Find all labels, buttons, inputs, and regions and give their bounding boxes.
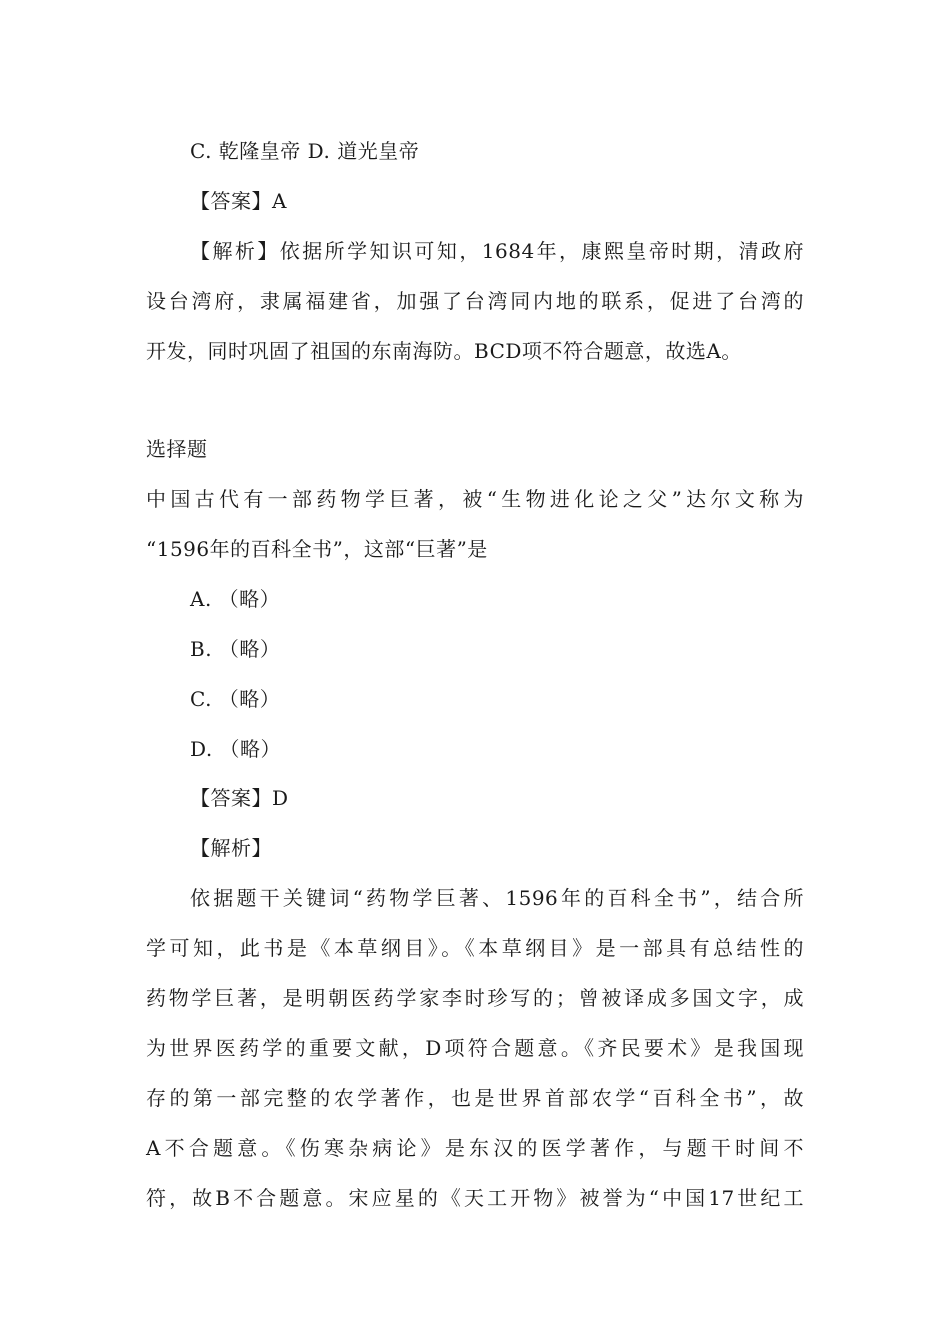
q2-analysis-line-1: 依据题干关键词“药物学巨著、1596年的百科全书”，结合所 — [190, 886, 804, 910]
q1-options-cd: C. 乾隆皇帝 D. 道光皇帝 — [190, 139, 420, 163]
q2-type-label: 选择题 — [146, 437, 208, 461]
q2-option-c: C. （略） — [190, 687, 281, 711]
q2-analysis-line-5: 存的第一部完整的农学著作，也是世界首部农学“百科全书”，故 — [146, 1086, 804, 1110]
q2-analysis-line-3: 药物学巨著，是明朝医药学家李时珍写的；曾被译成多国文字，成 — [146, 986, 804, 1010]
q2-analysis-line-2: 学可知，此书是《本草纲目》。《本草纲目》是一部具有总结性的 — [146, 936, 804, 960]
q2-analysis-line-6: A不合题意。《伤寒杂病论》是东汉的医学著作，与题干时间不 — [146, 1136, 804, 1160]
q2-option-a: A. （略） — [190, 587, 281, 611]
q2-option-b: B. （略） — [190, 637, 281, 661]
q1-analysis-line-2: 设台湾府，隶属福建省，加强了台湾同内地的联系，促进了台湾的 — [146, 289, 804, 313]
q1-answer: 【答案】A — [190, 189, 287, 213]
q2-analysis-line-7: 符，故B不合题意。宋应星的《天工开物》被誉为“中国17世纪工 — [146, 1186, 804, 1210]
q2-analysis-label: 【解析】 — [190, 836, 272, 860]
q2-option-d: D. （略） — [190, 737, 282, 761]
q1-analysis-line-3: 开发，同时巩固了祖国的东南海防。BCD项不符合题意，故选A。 — [146, 339, 742, 363]
q2-answer: 【答案】D — [190, 786, 289, 810]
q2-stem-line-2: “1596年的百科全书”，这部“巨著”是 — [146, 537, 488, 561]
q2-stem-line-1: 中国古代有一部药物学巨著，被“生物进化论之父”达尔文称为 — [146, 487, 804, 511]
q1-analysis-line-1: 【解析】依据所学知识可知，1684年，康熙皇帝时期，清政府 — [190, 239, 804, 263]
q2-analysis-line-4: 为世界医药学的重要文献，D项符合题意。《齐民要术》是我国现 — [146, 1036, 804, 1060]
